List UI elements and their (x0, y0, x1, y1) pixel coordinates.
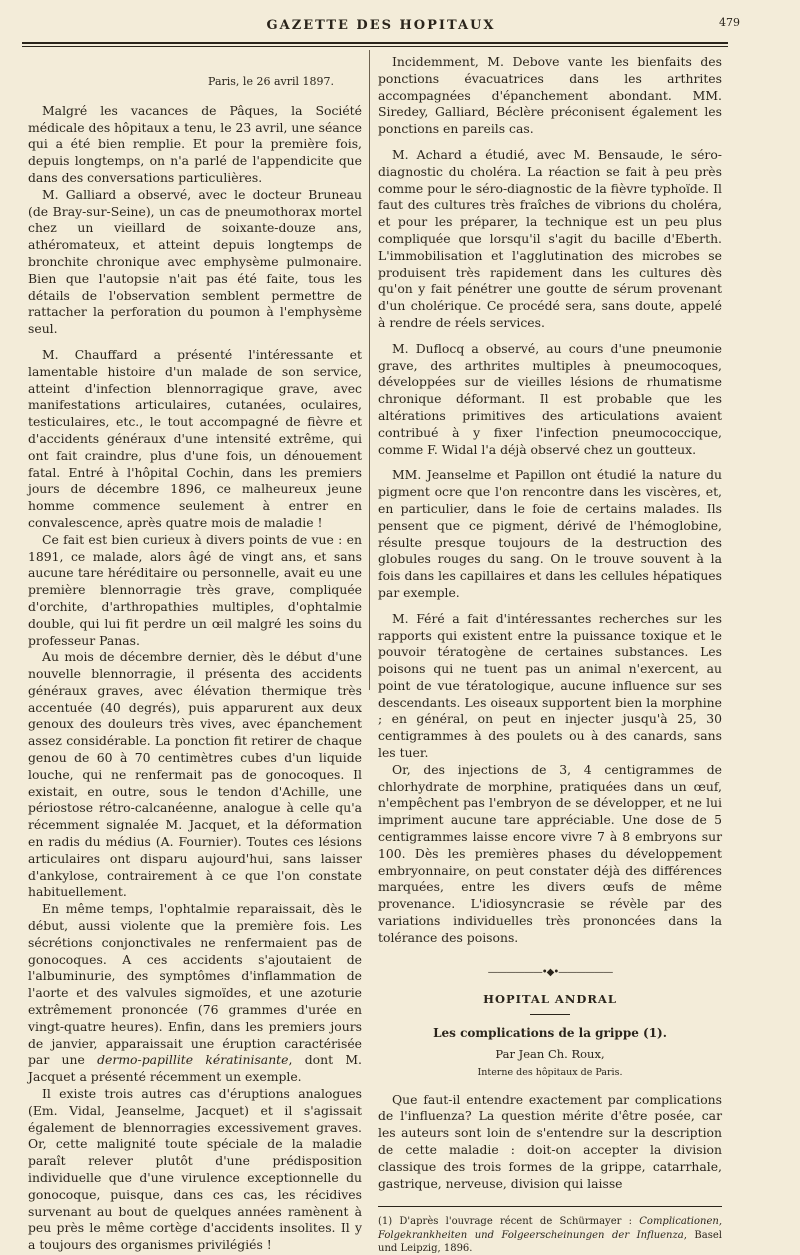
paragraph-text-tail: , dont M. Jacquet a présenté récemment un exemple. (28, 1052, 362, 1085)
footnote-text: (1) D'après l'ouvrage récent de Schürmayer : (378, 1216, 640, 1228)
paragraph: MM. Jeanselme et Papillon ont étudié la nature du pigment ocre que l'on rencontre dans les viscères, et, en particulier, dans le foie de certains malades. Ils pensent que ce pigment, dérivé de l'hémoglobine, résulte presque toujours de la destruction des globules rouges du sang. On le trouve souvent à la fois dans les capillaires et dans les cellules hépatiques par exemple. (378, 467, 722, 600)
paragraph: Ce fait est bien curieux à divers points de vue : en 1891, ce malade, alors âgé de vingt ans, et sans aucune tare héréditaire ou personnelle, avait eu une première blennorragie très grave, compliquée d'orchite, d'arthropathies multiples, d'ophtalmie double, qui lui fit perdre un œil malgré les soins du professeur Panas. (28, 531, 362, 648)
footnote-rule (378, 1206, 722, 1207)
paragraph (28, 901, 362, 1086)
journal-title: GAZETTE DES HOPITAUX (266, 18, 496, 33)
paragraph: Que faut-il entendre exactement par complications de l'influenza? La question mérite d'être posée, car les auteurs sont loin de s'entendre sur la description de cette maladie : doit-on accepter la division classique des trois formes de la grippe, catarrhale, gastrique, nerveuse, division qui laisse (378, 1091, 722, 1191)
footnote-italic: Complicationen, Folgekrankheiten und Folgeerscheinungen der Influenza (378, 1216, 722, 1241)
paragraph: Incidemment, M. Debove vante les bienfaits des ponctions évacuatrices dans les arthrites accompagnées d'épanchement abondant. MM. Siredey, Galliard, Béclère préconisent également les ponctions en pareils cas. (378, 54, 722, 137)
dateline: Paris, le 26 avril 1897. (208, 75, 334, 88)
left-column (28, 54, 362, 1254)
paragraph: M. Duflocq a observé, au cours d'une pneumonie grave, des arthrites multiples à pneumocoques, développées sur de vieilles lésions de rhumatisme chronique déformant. Il est probable que les altérations primitives des articulations avaient contribué à y fixer l'infection pneumococcique, comme F. Widal l'a déjà observé chez un goutteux. (378, 340, 722, 457)
footnote (378, 1215, 722, 1255)
header-rule-thin (22, 46, 728, 47)
paragraph: M. Achard a étudié, avec M. Bensaude, le séro-diagnostic du choléra. La réaction se fait à peu près comme pour le séro-diagnostic de la fièvre typhoïde. Il faut des cultures très fraîches de vibrions du choléra, et pour les préparer, la technique est un peu plus compliquée que lorsqu'il s'agit du bacille d'Eberth. L'immobilisation et l'agglutination des microbes se produisent très rapidement dans les cultures dès qu'on y fait pénétrer une goutte de sérum provenant d'un cholérique. Ce procédé sera, sans doute, appelé à rendre de réels services. (378, 146, 722, 330)
paragraph: M. Féré a fait d'intéressantes recherches sur les rapports qui existent entre la puissance toxique et le pouvoir tératogène de certaines substances. Les poisons qui ne tuent pas un animal n'exercent, au point de vue tératologique, aucune influence sur ses descendants. Les oiseaux supportent bien la morphine ; en général, on peut en injecter jusqu'à 25, 30 centigrammes à des poulets ou à des canards, sans les tuer. (378, 610, 722, 761)
paragraph: Or, des injections de 3, 4 centigrammes de chlorhydrate de morphine, pratiquées dans un œuf, n'empêchent pas l'embryon de se développer, et ne lui impriment aucune tare appréciable. Une dose de 5 centigrammes laisse encore vivre 7 à 8 embryons sur 100. Dès les premières phases du développement embryonnaire, on peut constater déjà des différences marquées, entre les divers œufs de même provenance. L'idiosyncrasie se révèle par des variations individuelles très prononcées dans la tolérance des poisons. (378, 761, 722, 945)
section-ornament: ——————•◆•—————— (487, 966, 613, 978)
page-header (22, 14, 740, 44)
footnote-tail: , Basel und Leipzig, 1896. (378, 1229, 722, 1254)
paragraph: Malgré les vacances de Pâques, la Société médicale des hôpitaux a tenu, le 23 avril, une séance qui a été bien remplie. Et pour la première fois, depuis longtemps, on n'a parlé de l'appendicite que dans des conversations particulières. (28, 102, 362, 185)
paragraph: Au mois de décembre dernier, dès le début d'une nouvelle blennorragie, il présenta des accidents généraux graves, avec élévation thermique très accentuée (40 degrés), puis apparurent aux deux genoux des douleurs très vives, avec épanchement assez considérable. La ponction fit retirer de chaque genou de 60 à 70 centimètres cubes d'un liquide louche, qui ne renfermait pas de gonocoques. Il existait, en outre, sous le tendon d'Achille, une périostose rétro-calcanéenne, analogue à celle qu'a récemment signalée M. Jacquet, et la déformation en radis du médius (A. Fournier). Toutes ces lésions articulaires ont disparu aujourd'hui, sans laisser d'ankylose, contrairement à ce que l'on constate habituellement. (28, 649, 362, 900)
section-title: HOPITAL ANDRAL (483, 992, 617, 1007)
paragraph: M. Chauffard a présenté l'intéressante et lamentable histoire d'un malade de son service, atteint d'infection blennorragique grave, avec manifestations articulaires, cutanées, oculaires, testiculaires, etc., le tout accompagné de fièvre et d'accidents généraux d'une intensité extrême, qui ont fait craindre, plus d'une fois, un dénouement fatal. Entré à l'hôpital Cochin, dans les premiers jours de décembre 1896, ce malheureux jeune homme commence seulement à entrer en convalescence, après quatre mois de maladie ! (28, 346, 362, 530)
italic-term: dermo-papillite kératinisante (97, 1052, 289, 1068)
paragraph-text: En même temps, l'ophtalmie reparaissait, dès le début, aussi violente que la première fois. Les sécrétions conjonctivales ne renfermaient pas de gonocoques. A ces accidents s'ajoutaient de l'albuminurie, des symptômes d'inflammation de l'aorte et des valvules sigmoïdes, et une azoturie extrêmement prononcée (76 grammes d'urée en vingt-quatre heures). Enfin, dans les premiers jours de janvier, apparaissait une éruption caractérisée par une (28, 901, 362, 1068)
right-column (378, 54, 722, 1255)
header-rule-thick (22, 42, 728, 44)
article-title: Les complications de la grippe (1). (433, 1026, 667, 1041)
page-number: 479 (719, 16, 740, 29)
column-divider (369, 50, 370, 690)
paragraph: Il existe trois autres cas d'éruptions analogues (Em. Vidal, Jeanselme, Jacquet) et il s'agissait également de blennorragies excessivement graves. Or, cette malignité toute spéciale de la maladie paraît relever plutôt d'une prédisposition individuelle que d'une virulence exceptionnelle du gonocoque, puisque, dans ces cas, les récidives survenant au bout de quelques années ramènent à peu près le même cortège d'accidents insolites. Il y a toujours des organismes privilégiés ! (28, 1086, 362, 1253)
byline-affiliation: Interne des hôpitaux de Paris. (477, 1066, 623, 1078)
section-divider (530, 1014, 570, 1015)
paragraph: M. Galliard a observé, avec le docteur Bruneau (de Bray-sur-Seine), un cas de pneumothorax mortel chez un vieillard de soixante-douze ans, athéromateux, et atteint depuis longtemps de bronchite chronique avec emphysème pulmonaire. Bien que l'autopsie n'ait pas été faite, tous les détails de l'observation semblent permettre de rattacher la perforation du poumon à l'emphysème seul. (28, 186, 362, 337)
byline: Par Jean Ch. Roux, (495, 1047, 605, 1062)
